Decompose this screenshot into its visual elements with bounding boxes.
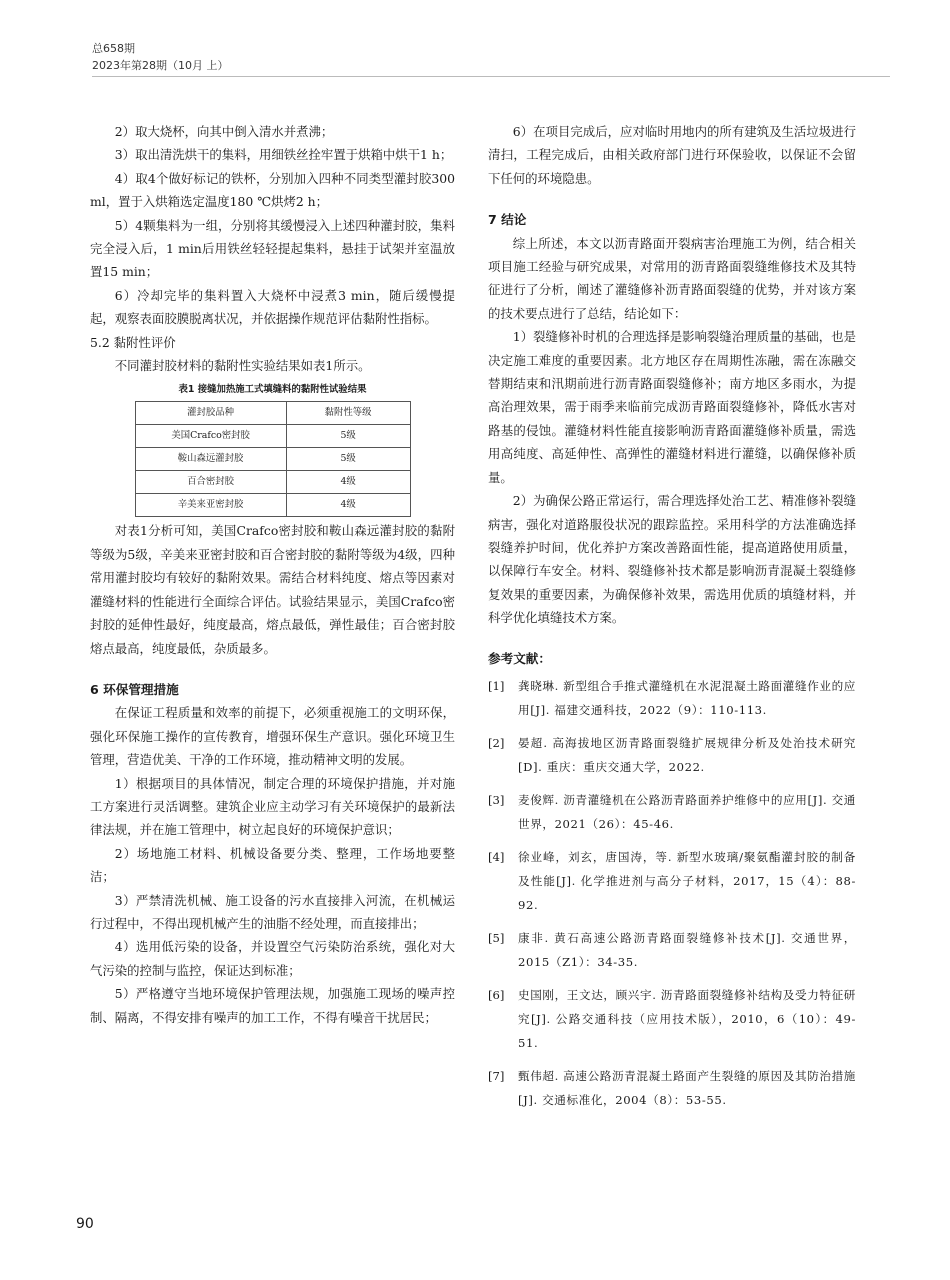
reference-item (488, 845, 856, 917)
section-7-heading: 7 结论 (488, 212, 527, 228)
reference-item (488, 788, 856, 836)
step-4: 4）取4个做好标记的铁杯，分别加入四种不同类型灌封胶300 ml，置于入烘箱选定温度180 ℃烘烤2 h； (90, 170, 455, 210)
table-cell: 4级 (286, 471, 410, 494)
table-cell: 美国Crafco密封胶 (135, 425, 286, 448)
reference-text: 甄伟超. 高速公路沥青混凝土路面产生裂缝的原因及其防治措施[J]. 交通标准化，2004（8）：53-55. (518, 1068, 856, 1107)
table-cell: 百合密封胶 (135, 471, 286, 494)
section-6-heading: 6 环保管理措施 (90, 681, 179, 697)
table-header-cell: 黏附性等级 (286, 402, 410, 425)
header-divider (92, 76, 890, 77)
step-3: 3）取出清洗烘干的集料，用细铁丝拴牢置于烘箱中烘干1 h； (114, 147, 453, 163)
reference-text: 龚晓琳. 新型组合手推式灌缝机在水泥混凝土路面灌缝作业的应用[J]. 福建交通科技，2022（9）：110-113. (518, 678, 856, 717)
table-row (135, 448, 410, 471)
section-5-2-intro: 不同灌封胶材料的黏附性实验结果如表1所示。 (114, 358, 371, 374)
env-measure-5: 5）严格遵守当地环境保护管理法规，加强施工现场的噪声控制、隔离，不得安排有噪声的加工工作，不得有噪音干扰居民； (90, 986, 455, 1025)
env-measure-6: 6）在项目完成后，应对临时用地内的所有建筑及生活垃圾进行清扫，工程完成后，由相关政府部门进行环保验收，以保证不会留下任何的环境隐患。 (488, 124, 856, 186)
section-6-intro: 在保证工程质量和效率的前提下，必须重视施工的文明环保，强化环保施工操作的宣传教育，增强环保生产意识。强化环境卫生管理，营造优美、干净的工作环境，推动精神文明的发展。 (90, 705, 455, 768)
reference-text: 晏超. 高海拔地区沥青路面裂缝扩展规律分析及处治技术研究[D]. 重庆：重庆交通大学，2022. (518, 735, 856, 774)
reference-number: [3] (488, 792, 505, 807)
page-number: 90 (76, 1216, 94, 1232)
reference-item (488, 983, 856, 1055)
step-5: 5）4颗集料为一组，分别将其缓慢浸入上述四种灌封胶，集料完全浸入后，1 min后用铁丝轻轻提起集料，悬挂于试架并室温放置15 min； (90, 217, 455, 280)
journal-header (92, 40, 228, 74)
env-measure-1: 1）根据项目的具体情况，制定合理的环境保护措施，并对施工方案进行灵活调整。建筑企业应主动学习有关环境保护的最新法律法规，并在施工管理中，树立起良好的环境保护意识； (90, 775, 455, 838)
reference-item (488, 674, 856, 722)
table-row (135, 494, 410, 517)
references-heading: 参考文献： (488, 650, 551, 666)
table-header-row (135, 402, 410, 425)
table-row (135, 471, 410, 494)
reference-number: [2] (488, 735, 505, 750)
table-cell: 鞍山森远灌封胶 (135, 448, 286, 471)
issue-total: 总658期 (92, 42, 135, 55)
table-cell: 4级 (286, 494, 410, 517)
step-2: 2）取大烧杯，向其中倒入清水并煮沸； (114, 124, 334, 139)
env-measure-4: 4）选用低污染的设备，并设置空气污染防治系统，强化对大气污染的控制与监控，保证达到标准； (90, 939, 455, 978)
table-cell: 5级 (286, 448, 410, 471)
reference-item (488, 731, 856, 779)
adhesion-table (135, 401, 411, 517)
table-header-cell: 灌封胶品种 (135, 402, 286, 425)
section-7-intro: 综上所述，本文以沥青路面开裂病害治理施工为例，结合相关项目施工经验与研究成果，对常用的沥青路面裂缝维修技术及其特征进行了分析，阐述了灌缝修补沥青路面裂缝的优势，并对该方案的技术要点进行了总结，结论如下： (488, 235, 856, 321)
section-5-2-heading: 5.2 黏附性评价 (90, 334, 176, 350)
reference-text: 麦俊辉. 沥青灌缝机在公路沥青路面养护维修中的应用[J]. 交通世界，2021（26）：45-46. (518, 792, 856, 831)
table-caption: 表1 接缝加热施工式填缝料的黏附性试验结果 (178, 384, 367, 396)
reference-number: [1] (488, 678, 505, 693)
reference-item (488, 926, 856, 974)
reference-text: 康非. 黄石高速公路沥青路面裂缝修补技术[J]. 交通世界，2015（Z1）：34-35. (518, 930, 856, 969)
issue-date: 2023年第28期（10月 上） (92, 59, 229, 72)
conclusion-2: 2）为确保公路正常运行，需合理选择处治工艺、精准修补裂缝病害，强化对道路服役状况的跟踪监控。采用科学的方法准确选择裂缝养护时间，优化养护方案改善路面性能，提高道路使用质量，以保障行车安全。材料、裂缝修补技术都是影响沥青混凝土裂缝修复效果的重要因素，为确保修补效果，需选用优质的填缝材料，并科学优化填缝技术方案。 (488, 493, 856, 626)
reference-number: [6] (488, 987, 505, 1002)
right-column (488, 120, 856, 1121)
step-6: 6）冷却完毕的集料置入大烧杯中浸煮3 min，随后缓慢提起，观察表面胶膜脱离状况，并依据操作规范评估黏附性指标。 (90, 287, 455, 327)
conclusion-1: 1）裂缝修补时机的合理选择是影响裂缝治理质量的基础，也是决定施工难度的重要因素。北方地区存在周期性冻融，需在冻融交替期结束和汛期前进行沥青路面裂缝修补；南方地区多雨水，为提高治理效果，需于雨季来临前完成沥青路面裂缝修补，降低水害对路基的侵蚀。灌缝材料性能直接影响沥青路面灌缝修补质量，需选用高纯度、高延伸性、高弹性的灌缝材料进行灌缝，以确保修补质量。 (488, 329, 856, 485)
reference-number: [5] (488, 930, 505, 945)
table-row (135, 425, 410, 448)
table-cell: 辛美来亚密封胶 (135, 494, 286, 517)
reference-item (488, 1064, 856, 1112)
reference-number: [7] (488, 1068, 505, 1083)
reference-number: [4] (488, 849, 505, 864)
table-analysis: 对表1分析可知，美国Crafco密封胶和鞍山森远灌封胶的黏附等级为5级，辛美来亚密封胶和百合密封胶的黏附等级为4级，四种常用灌封胶均有较好的黏附效果。需结合材料纯度、熔点等因素对灌缝材料的性能进行全面综合评估。试验结果显示，美国Crafco密封胶的延伸性最好，纯度最高，熔点最低，弹性最佳；百合密封胶熔点最高，纯度最低，杂质最多。 (90, 523, 455, 656)
env-measure-2: 2）场地施工材料、机械设备要分类、整理，工作场地要整洁； (90, 845, 455, 885)
env-measure-3: 3）严禁清洗机械、施工设备的污水直接排入河流，在机械运行过程中，不得出现机械产生的油脂不经处理，而直接排出； (90, 892, 455, 931)
reference-text: 史国刚，王文达，顾兴宇. 沥青路面裂缝修补结构及受力特征研究[J]. 公路交通科技（应用技术版），2010，6（10）：49-51. (518, 987, 856, 1050)
reference-text: 徐业峰，刘玄，唐国涛，等. 新型水玻璃/聚氨酯灌封胶的制备及性能[J]. 化学推进剂与高分子材料，2017，15（4）：88-92. (518, 849, 856, 912)
table-cell: 5级 (286, 425, 410, 448)
left-column (90, 120, 455, 1029)
